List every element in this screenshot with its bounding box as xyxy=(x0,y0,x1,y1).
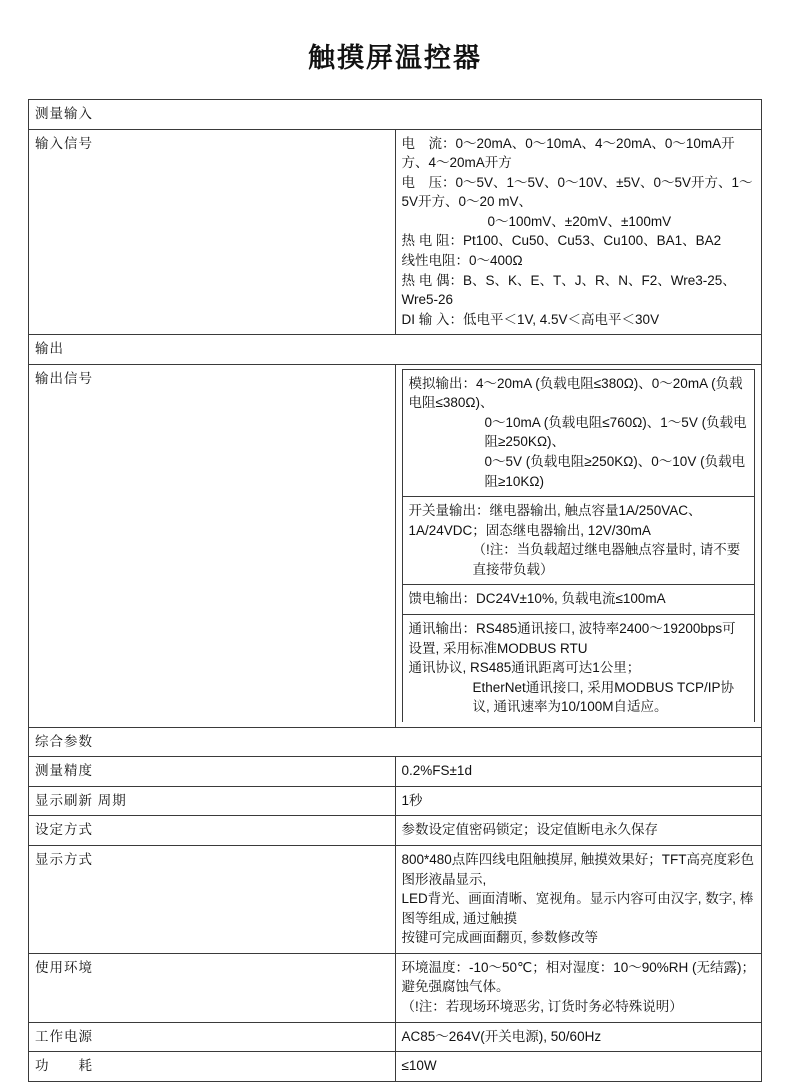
text-line: （!注：当负载超过继电器触点容量时, 请不要直接带负载） xyxy=(472,542,741,577)
table-row-output-signal xyxy=(29,364,762,727)
text-line: 按键可完成画面翻页, 参数修改等 xyxy=(401,930,599,946)
text-line: 0～5V (负载电阻≥250KΩ)、0～10V (负载电阻≥10KΩ) xyxy=(484,454,746,489)
table-row-operating-environment xyxy=(29,953,762,1022)
section-header-measure-input xyxy=(29,100,762,130)
row-label-setting-method: 设定方式 xyxy=(29,816,396,846)
analog-output-cell xyxy=(402,369,755,496)
specification-table xyxy=(28,99,762,1082)
text-line: 通讯输出：RS485通讯接口, 波特率2400～19200bps可设置, 采用标准MODBUS RTU xyxy=(408,620,736,656)
text-line: 0.2%FS±1d xyxy=(401,763,472,779)
row-label-refresh-period: 显示刷新 周期 xyxy=(29,786,396,816)
row-label-input-signal: 输入信号 xyxy=(29,129,396,335)
power-feed-output-cell xyxy=(402,585,755,615)
text-line: （!注：若现场环境恶劣, 订货时务必特殊说明） xyxy=(401,998,683,1014)
row-value-working-power xyxy=(395,1022,762,1052)
output-subtable xyxy=(402,369,756,722)
row-value-setting-method xyxy=(395,816,762,846)
page-title: 触摸屏温控器 xyxy=(308,43,482,73)
row-value-operating-environment xyxy=(395,953,762,1022)
text-line: 模拟输出：4～20mA (负载电阻≤380Ω)、0～20mA (负载电阻≤380Ω)、 xyxy=(408,375,743,411)
row-value-input-signal xyxy=(395,129,762,335)
row-label-measure-accuracy: 测量精度 xyxy=(29,757,396,787)
row-value-display-method xyxy=(395,846,762,954)
table-row-setting-method xyxy=(29,816,762,846)
row-value-output-signal xyxy=(395,364,762,727)
section-header-output-label: 输出 xyxy=(29,335,762,365)
text-line: 0～10mA (负载电阻≤760Ω)、1～5V (负载电阻≥250KΩ)、 xyxy=(484,414,747,450)
text-line: 1秒 xyxy=(401,792,423,808)
row-label-display-method: 显示方式 xyxy=(29,846,396,954)
text-line: 0～100mV、±20mV、±100mV xyxy=(487,213,672,229)
switch-output-cell xyxy=(402,497,755,585)
table-row-communication-output xyxy=(402,614,755,721)
text-line: AC85～264V(开关电源), 50/60Hz xyxy=(401,1028,602,1044)
text-line: LED背光、画面清晰、宽视角。显示内容可由汉字, 数字, 棒图等组成, 通过触摸 xyxy=(401,891,754,926)
text-line: DI 输 入：低电平＜1V, 4.5V＜高电平＜30V xyxy=(401,311,660,327)
table-row-refresh-period xyxy=(29,786,762,816)
row-value-power-consumption xyxy=(395,1052,762,1082)
text-line: 馈电输出：DC24V±10%, 负载电流≤100mA xyxy=(408,591,666,607)
table-row-power-feed-output xyxy=(402,585,755,615)
text-line: EtherNet通讯接口, 采用MODBUS TCP/IP协议, 通讯速率为10/100M自适应。 xyxy=(472,679,735,715)
text-line: 参数设定值密码锁定；设定值断电永久保存 xyxy=(401,822,658,838)
table-row-measure-accuracy xyxy=(29,757,762,787)
text-line: 线性电阻：0～400Ω xyxy=(401,252,523,268)
text-line: 开关量输出：继电器输出, 触点容量1A/250VAC、1A/24VDC；固态继电器输出, 12V/30mA xyxy=(408,503,702,538)
text-line: 电 压：0～5V、1～5V、0～10V、±5V、0～5V开方、1～5V开方、0～20 mV、 xyxy=(401,174,753,210)
table-row-analog-output xyxy=(402,369,755,496)
text-line: 800*480点阵四线电阻触摸屏, 触摸效果好；TFT高亮度彩色图形液晶显示, xyxy=(401,852,755,887)
table-row-display-method xyxy=(29,846,762,954)
text-line: 热 电 偶：B、S、K、E、T、J、R、N、F2、Wre3-25、Wre5-26 xyxy=(401,272,736,308)
section-header-measure-input-label: 测量输入 xyxy=(29,100,762,130)
text-line: 热 电 阻：Pt100、Cu50、Cu53、Cu100、BA1、BA2 xyxy=(401,233,722,249)
text-line: ≤10W xyxy=(401,1058,437,1074)
section-header-output xyxy=(29,335,762,365)
table-row-switch-output xyxy=(402,497,755,585)
row-label-working-power: 工作电源 xyxy=(29,1022,396,1052)
communication-output-cell xyxy=(402,614,755,721)
text-line: 通讯协议, RS485通讯距离可达1公里； xyxy=(408,660,641,676)
text-line: 环境温度：-10～50℃；相对湿度：10～90%RH (无结露)；避免强腐蚀气体。 xyxy=(401,959,755,995)
table-row-input-signal xyxy=(29,129,762,335)
section-header-composite-parameters-label: 综合参数 xyxy=(29,727,762,757)
row-label-power-consumption: 功 耗 xyxy=(29,1052,396,1082)
row-value-measure-accuracy xyxy=(395,757,762,787)
row-label-output-signal: 输出信号 xyxy=(29,364,396,727)
table-row-power-consumption xyxy=(29,1052,762,1082)
table-row-working-power xyxy=(29,1022,762,1052)
row-value-refresh-period xyxy=(395,786,762,816)
row-label-operating-environment: 使用环境 xyxy=(29,953,396,1022)
section-header-composite-parameters xyxy=(29,727,762,757)
text-line: 电 流：0～20mA、0～10mA、4～20mA、0～10mA开方、4～20mA开方 xyxy=(401,135,735,171)
